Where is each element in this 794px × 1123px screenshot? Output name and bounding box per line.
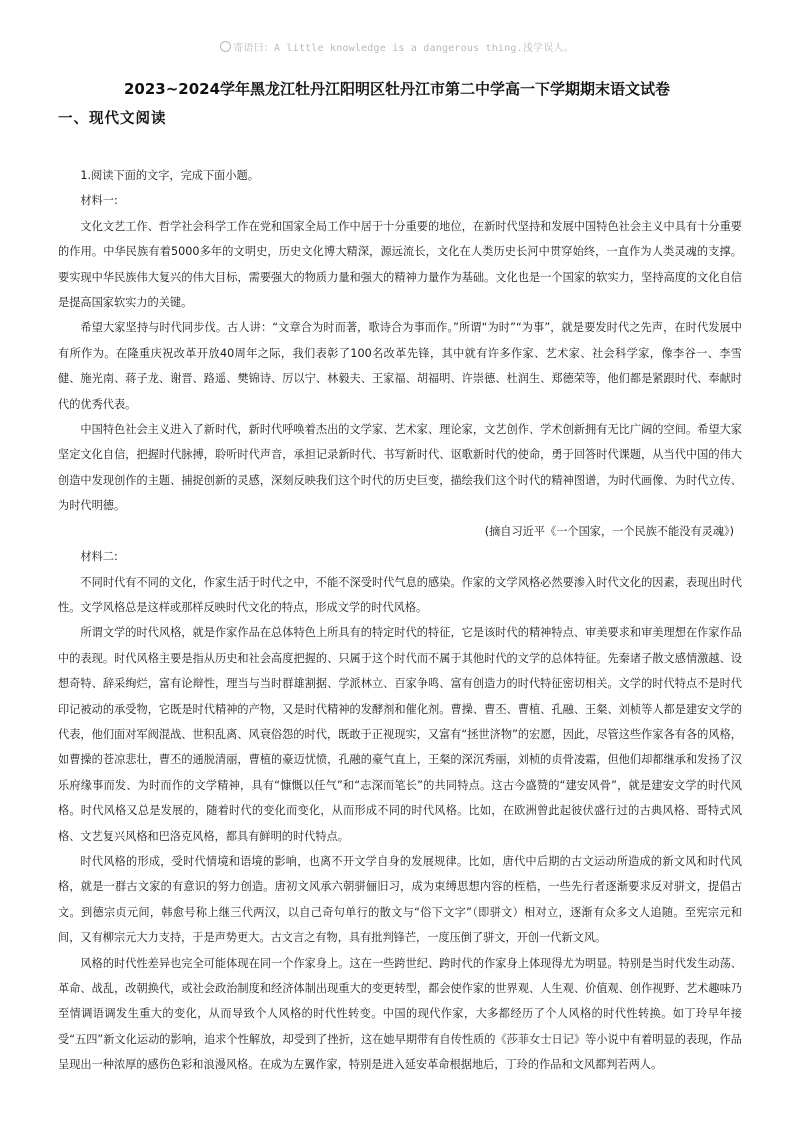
paragraph: 希望大家坚持与时代同步伐。古人讲：“文章合为时而著，歌诗合为事而作。”所谓“为时”“为事”，就是要发时代之先声，在时代发展中有所作为。在隆重庆祝改革开放40周年之际，我们表彰了100名改革先锋，其中就有许多作家、艺术家、社会科学家，像李谷一、李雪健、施光南、蒋子龙、谢晋、路遥、樊锦诗、厉以宁、林毅夫、王家福、胡福明、许崇德、杜润生、郑德荣等，他们都是紧跟时代、奉献时代的优秀代表。 bbox=[58, 321, 742, 411]
paragraph: 不同时代有不同的文化，作家生活于时代之中，不能不深受时代气息的感染。作家的文学风格必然要渗入时代文化的因素，表现出时代性。文学风格总是这样或那样反映时代文化的特点，形成文学的时代风格。 bbox=[58, 575, 742, 614]
smile-icon bbox=[220, 41, 231, 52]
paragraph: 文化文艺工作、哲学社会科学工作在党和国家全局工作中居于十分重要的地位，在新时代坚持和发展中国特色社会主义中具有十分重要的作用。中华民族有着5000多年的文明史，历史文化博大精深，源远流长，文化在人类历史长河中贯穿始终，一直作为人类灵魂的支撑。要实现中华民族伟大复兴的伟大目标，需要强大的物质力量和强大的精神力量作为基础。文化也是一个国家的软实力，坚持高度的文化自信是提高国家软实力的关键。 bbox=[58, 219, 742, 310]
material-label: 材料一: bbox=[80, 194, 118, 208]
motto-text: 寄语曰：A little knowledge is a dangerous thing.浅学误人。 bbox=[233, 43, 574, 54]
page-title: 2023~2024学年黑龙江牡丹江阳明区牡丹江市第二中学高一下学期期末语文试卷 bbox=[123, 80, 671, 98]
header-motto bbox=[0, 39, 794, 54]
question-prompt: 1.阅读下面的文字，完成下面小题。 bbox=[80, 169, 259, 182]
document-body bbox=[58, 163, 742, 1078]
paragraph: 风格的时代性差异也完全可能体现在同一个作家身上。这在一些跨世纪、跨时代的作家身上体现得尤为明显。特别是当时代发生动荡、革命、战乱，改朝换代，或社会政治制度和经济体制出现重大的变更转型，都会使作家的世界观、人生观、价值观、创作视野、艺术趣味乃至情调语调发生重大的变化，从而导致个人风格的时代性转变。中国的现代作家，大多都经历了个人风格的时代性转换。如丁玲早年接受“五四”新文化运动的影响，追求个性解放，却受到了挫折，这在她早期带有自传性质的《莎菲女士日记》等小说中有着明显的表现，作品呈现出一种浓厚的感伤色彩和浪漫风格。在成为左翼作家，特别是进入延安革命根据地后，丁玲的作品和文风都判若两人。 bbox=[58, 956, 742, 1072]
source-citation: (摘自习近平《一个国家，一个民族不能没有灵魂》) bbox=[484, 524, 734, 538]
paragraph: 时代风格的形成，受时代情境和语境的影响，也离不开文学自身的发展规律。比如，唐代中后期的古文运动所造成的新文风和时代风格，就是一群古文家的有意识的努力创造。唐初文风承六朝骈俪旧习，成为束缚思想内容的桎梏，一些先行者逐渐要求反对骈文，提倡古文。到德宗贞元间，韩愈号称上继三代两汉，以自己奇句单行的散文与“俗下文字”（即骈文）相对立，逐渐有众多文人追随。至宪宗元和间，又有柳宗元大力支持，于是声势更大。古文言之有物，具有批判锋芒，一度压倒了骈文，开创一代新文风。 bbox=[58, 854, 742, 945]
material-label: 材料二: bbox=[80, 550, 118, 564]
section-heading: 一、现代文阅读 bbox=[58, 111, 167, 127]
paragraph: 所谓文学的时代风格，就是作家作品在总体特色上所具有的特定时代的特征，它是该时代的精神特点、审美要求和审美理想在作家作品中的表现。时代风格主要是指从历史和社会高度把握的、只属于这个时代而不属于其他时代的文学的总体特征。先秦诸子散文感情激越、设想奇特、辞采绚烂，富有论辩性，理当与当时群雄割据、学派林立、百家争鸣、富有创造力的时代特征密切相关。文学的时代特点不是时代印记被动的承受物，它既是时代精神的产物，又是时代精神的发酵剂和催化剂。曹操、曹丕、曹植、孔融、王粲、刘桢等人都是建安文学的代表，他们面对军阀混战、世积乱离、风衰俗怨的时代，既敢于正视现实，又富有“拯世济物”的宏愿，因此，尽管这些作家各有各的风格，如曹操的苍凉悲壮，曹丕的通脱清丽，曹植的豪迈忧愤，孔融的豪气直上，王粲的深沉秀丽，刘桢的贞骨凌霜，但他们却都继承和发扬了汉乐府缘事而发、为时而作的文学精神，具有“慷慨以任气”和“志深而笔长”的共同特点。这古今盛赞的“建安风骨”，就是建安文学的时代风格。时代风格又总是发展的，随着时代的变化而变化，从而形成不同的时代风格。比如，在欧洲曾此起彼伏盛行过的古典风格、哥特式风格、文艺复兴风格和巴洛克风格，都具有鲜明的时代特点。 bbox=[58, 626, 742, 843]
paragraph: 中国特色社会主义进入了新时代，新时代呼唤着杰出的文学家、艺术家、理论家，文艺创作、学术创新拥有无比广阔的空间。希望大家坚定文化自信，把握时代脉搏，聆听时代声音，承担记录新时代、书写新时代、讴歌新时代的使命，勇于回答时代课题，从当代中国的伟大创造中发现创作的主题、捕捉创新的灵感，深刻反映我们这个时代的历史巨变，描绘我们这个时代的精神图谱，为时代画像、为时代立传、为时代明德。 bbox=[58, 423, 742, 513]
